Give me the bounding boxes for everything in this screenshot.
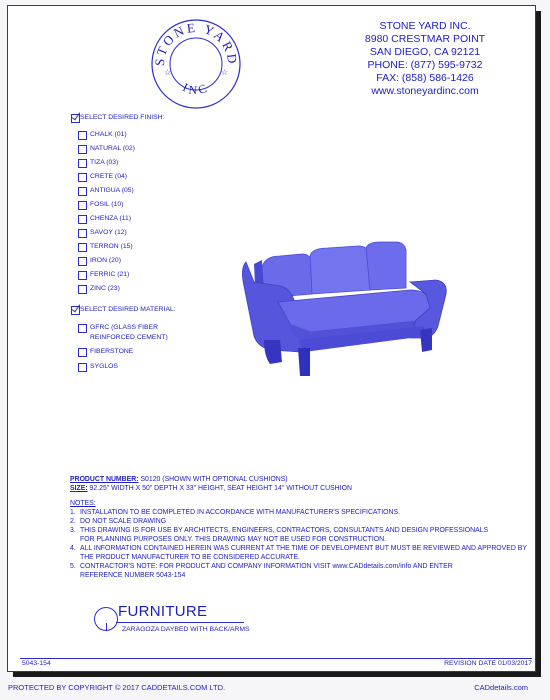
note-text: INSTALLATION TO BE COMPLETED IN ACCORDANCE WITH MANUFACTURER'S SPECIFICATIONS. <box>80 509 400 516</box>
finish-option-chalk: CHALK (01) <box>90 131 127 138</box>
category-title: FURNITURE <box>118 603 208 620</box>
product-size-value: 92.25" WIDTH X 50" DEPTH X 33" HEIGHT, SEAT HEIGHT 14" WITHOUT CUSHION <box>89 485 352 492</box>
material-heading: SELECT DESIRED MATERIAL: <box>80 306 176 313</box>
seal-text-top: STONE YARD <box>151 19 241 67</box>
company-address-line1: 8980 CRESTMAR POINT <box>364 33 486 45</box>
finish-checkbox-iron[interactable] <box>78 257 87 266</box>
finish-option-ferric: FERRIC (21) <box>90 271 130 278</box>
finish-option-iron: IRON (20) <box>90 257 121 264</box>
company-seal-icon <box>150 18 242 110</box>
caddetails-link[interactable]: CADdetails.com <box>474 683 528 692</box>
finish-option-savoy: SAVOY (12) <box>90 229 127 236</box>
product-number-row <box>70 475 510 484</box>
seal-star-left: ☆ <box>164 68 172 77</box>
company-address-line2: SAN DIEGO, CA 92121 <box>369 46 481 58</box>
finish-checkbox-antigua[interactable] <box>78 187 87 196</box>
seal-text-bottom: INC <box>180 80 212 98</box>
product-notes-block <box>70 475 527 580</box>
finish-checkbox-terron[interactable] <box>78 243 87 252</box>
finish-checkbox-ferric[interactable] <box>78 271 87 280</box>
material-checkbox-fiberstone[interactable] <box>78 348 87 357</box>
footer-divider <box>20 658 532 659</box>
finish-checkbox-zinc[interactable] <box>78 285 87 294</box>
finish-heading-checkbox[interactable] <box>71 114 80 123</box>
product-image <box>240 190 460 400</box>
note-number: 4. <box>70 545 76 552</box>
svg-text:STONE YARD <box>152 20 241 67</box>
finish-checkbox-natural[interactable] <box>78 145 87 154</box>
company-phone: PHONE: (877) 595-9732 <box>367 59 483 71</box>
product-number-value: S0120 (SHOWN WITH OPTIONAL CUSHIONS) <box>140 476 288 483</box>
finish-option-tiza: TIZA (03) <box>90 159 119 166</box>
finish-checkbox-tiza[interactable] <box>78 159 87 168</box>
finish-checkbox-savoy[interactable] <box>78 229 87 238</box>
note-text: ALL INFORMATION CONTAINED HEREIN WAS CURRENT AT THE TIME OF DEVELOPMENT BUT MUST BE REVIEWED AND APPROVED BY <box>80 545 527 552</box>
finish-heading: SELECT DESIRED FINISH: <box>80 114 165 121</box>
finish-checkbox-chalk[interactable] <box>78 131 87 140</box>
finish-option-fosil: FOSIL (10) <box>90 201 124 208</box>
title-bubble-icon <box>94 607 118 631</box>
category-subtitle: ZARAGOZA DAYBED WITH BACK/ARMS <box>122 626 250 633</box>
note-text-continued: THE PRODUCT MANUFACTURER TO BE CONSIDERED ACCURATE. <box>80 554 301 561</box>
notes-heading: NOTES: <box>70 500 96 507</box>
finish-checkbox-chenza[interactable] <box>78 215 87 224</box>
seal-star-right: ☆ <box>221 68 229 77</box>
material-heading-checkbox[interactable] <box>71 306 80 315</box>
material-option-gfrc-line2: REINFORCED CEMENT) <box>90 334 168 341</box>
material-option-gfrc: GFRC (GLASS FIBER <box>90 324 158 331</box>
material-option-syglos: SYGLOS <box>90 363 118 370</box>
note-text-continued: REFERENCE NUMBER 5043-154 <box>80 572 186 579</box>
material-option-fiberstone: FIBERSTONE <box>90 348 134 355</box>
svg-text:INC <box>181 80 212 97</box>
product-size-row <box>70 484 510 493</box>
note-text-continued: FOR PLANNING PURPOSES ONLY. THIS DRAWING MAY NOT BE USED FOR CONSTRUCTION. <box>80 536 387 543</box>
copyright-text: PROTECTED BY COPYRIGHT © 2017 CADDETAILS.COM LTD. <box>8 683 226 692</box>
company-website[interactable]: www.stoneyardinc.com <box>371 85 479 97</box>
finish-option-zinc: ZINC (23) <box>90 285 120 292</box>
note-text: DO NOT SCALE DRAWING <box>80 518 167 525</box>
product-number-label: PRODUCT NUMBER: <box>70 476 139 483</box>
note-number: 5. <box>70 563 76 570</box>
finish-checkbox-fosil[interactable] <box>78 201 87 210</box>
revision-date: REVISION DATE 01/03/2017 <box>444 660 532 667</box>
material-checkbox-syglos[interactable] <box>78 363 87 372</box>
finish-option-antigua: ANTIGUA (05) <box>90 187 134 194</box>
product-size-label: SIZE: <box>70 485 88 492</box>
drawing-code: 5043-154 <box>22 660 51 667</box>
note-text: CONTRACTOR'S NOTE: FOR PRODUCT AND COMPANY INFORMATION VISIT www.CADdetails.com/info AND ENTER <box>80 563 453 570</box>
company-fax: FAX: (858) 586-1426 <box>376 72 474 84</box>
title-underline <box>116 622 244 623</box>
finish-option-terron: TERRON (15) <box>90 243 133 250</box>
finish-checkbox-crete[interactable] <box>78 173 87 182</box>
note-text: THIS DRAWING IS FOR USE BY ARCHITECTS, ENGINEERS, CONTRACTORS, CONSULTANTS AND DESIGN PROFESSIONALS <box>80 527 489 534</box>
finish-option-natural: NATURAL (02) <box>90 145 135 152</box>
finish-option-crete: CRETE (04) <box>90 173 128 180</box>
company-name: STONE YARD INC. <box>379 20 471 32</box>
note-number: 2. <box>70 518 76 525</box>
note-number: 3. <box>70 527 76 534</box>
note-number: 1. <box>70 509 76 516</box>
material-checkbox-gfrc[interactable] <box>78 324 87 333</box>
finish-option-chenza: CHENZA (11) <box>90 215 132 222</box>
company-info <box>340 20 510 98</box>
